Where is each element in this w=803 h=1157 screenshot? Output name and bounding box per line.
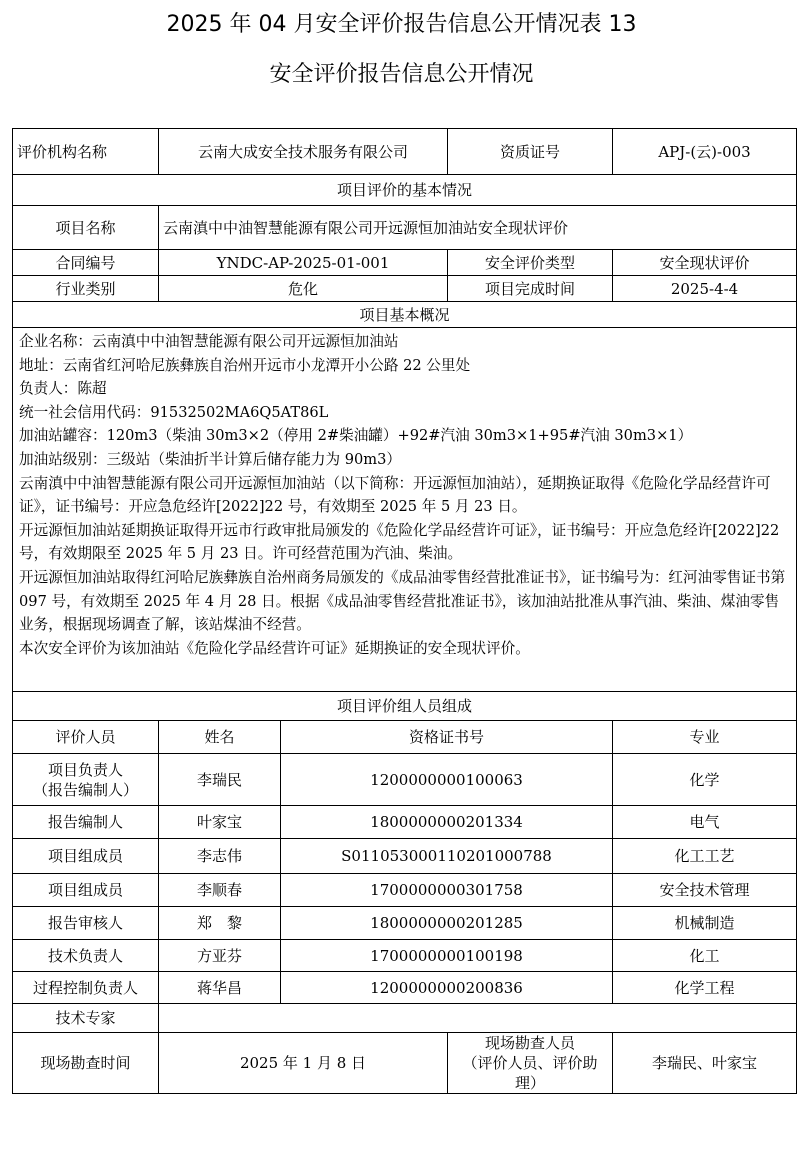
team-name: 李志伟: [159, 839, 281, 874]
team-cert: 1700000000301758: [281, 874, 613, 907]
overview-row: [13, 328, 797, 692]
team-row: [13, 972, 797, 1004]
team-major: 化工工艺: [613, 839, 797, 874]
document-title: 2025 年 04 月安全评价报告信息公开情况表 13: [166, 12, 637, 37]
team-role-line2: （报告编制人）: [32, 780, 138, 799]
team-major: 化学工程: [613, 972, 797, 1004]
team-major: 机械制造: [613, 907, 797, 940]
survey-row: [13, 1033, 797, 1094]
team-major: 安全技术管理: [613, 874, 797, 907]
survey-time-label: 现场勘查时间: [13, 1033, 159, 1094]
overview-scope-paragraph: 本次安全评价为该加油站《危险化学品经营许可证》延期换证的安全现状评价。: [19, 639, 530, 657]
overview-retail-paragraph: 开远源恒加油站取得红河哈尼族彝族自治州商务局颁发的《成品油零售经营批准证书》，证书编号为：红河油零售证书第 097 号，有效期至 2025 年 4 月 28 日。根据《成品油零售经营批准证书》，该加油站批准从事汽油、柴油、煤油零售业务，根据现场调查了解，该站煤油不经营。: [19, 568, 786, 634]
team-cert: S011053000110201000788: [281, 839, 613, 874]
survey-people-label-line1: 现场勘查人员: [485, 1034, 576, 1052]
team-cert: 1200000000200836: [281, 972, 613, 1004]
team-name: 叶家宝: [159, 806, 281, 839]
project-name-value: 云南滇中中油智慧能源有限公司开远源恒加油站安全现状评价: [159, 206, 797, 250]
team-row: [13, 806, 797, 839]
overview-text: [13, 328, 797, 692]
team-role: 报告编制人: [13, 806, 159, 839]
project-name-row: [13, 206, 797, 250]
contract-value: YNDC-AP-2025-01-001: [159, 250, 448, 276]
team-role: 报告审核人: [13, 907, 159, 940]
team-header-row: [13, 721, 797, 754]
section-team-row: [13, 692, 797, 721]
team-header-name: 姓名: [159, 721, 281, 754]
industry-label: 行业类别: [13, 276, 159, 302]
document-subtitle: 安全评价报告信息公开情况: [269, 62, 534, 87]
overview-responsible-person: 负责人：陈超: [19, 380, 107, 398]
team-header-cert: 资格证书号: [281, 721, 613, 754]
industry-row: [13, 276, 797, 302]
team-role: 技术负责人: [13, 940, 159, 972]
section-overview-heading: 项目基本概况: [13, 302, 797, 328]
section-basic-heading: 项目评价的基本情况: [13, 175, 797, 206]
org-row: [13, 129, 797, 175]
section-basic-row: [13, 175, 797, 206]
overview-company: 企业名称：云南滇中中油智慧能源有限公司开远源恒加油站: [19, 333, 399, 350]
survey-people-label-line2: （评价人员、评价助理）: [462, 1054, 598, 1092]
section-overview-row: [13, 302, 797, 328]
team-row: [13, 874, 797, 907]
team-name: 李顺春: [159, 874, 281, 907]
disclosure-table: [12, 128, 797, 1094]
team-name: 蒋华昌: [159, 972, 281, 1004]
eval-type-label: 安全评价类型: [448, 250, 613, 276]
team-role-line1: 项目负责人: [47, 760, 123, 779]
team-row: [13, 754, 797, 806]
org-label: 评价机构名称: [13, 129, 159, 175]
industry-value: 危化: [159, 276, 448, 302]
team-cert: 1800000000201334: [281, 806, 613, 839]
overview-renewal-paragraph: 开远源恒加油站延期换证取得开远市行政审批局颁发的《危险化学品经营许可证》，证书编号：开应急危经许[2022]22 号，有效期限至 2025 年 5 月 23 日。许可经营范围为汽油、柴油。: [19, 521, 780, 563]
overview-address: 地址：云南省红河哈尼族彝族自治州开远市小龙潭开小公路 22 公里处: [19, 356, 471, 374]
overview-license-paragraph: 云南滇中中油智慧能源有限公司开远源恒加油站（以下简称：开远源恒加油站），延期换证取得《危险化学品经营许可证》，证书编号：开应急危经许[2022]22 号，有效期至 2025 年 5 月 23 日。: [19, 474, 771, 516]
contract-label: 合同编号: [13, 250, 159, 276]
overview-station-grade: 加油站级别：三级站（柴油折半计算后储存能力为 90m3）: [19, 450, 401, 468]
org-value: 云南大成安全技术服务有限公司: [159, 129, 448, 175]
tech-expert-value: [159, 1004, 797, 1033]
team-header-major: 专业: [613, 721, 797, 754]
team-header-role: 评价人员: [13, 721, 159, 754]
team-name: 郑 黎: [159, 907, 281, 940]
overview-credit-code: 统一社会信用代码：91532502MA6Q5AT86L: [19, 403, 329, 421]
team-major: 电气: [613, 806, 797, 839]
survey-people-value: 李瑞民、叶家宝: [613, 1033, 797, 1094]
survey-time-value: 2025 年 1 月 8 日: [159, 1033, 448, 1094]
completion-date-label: 项目完成时间: [448, 276, 613, 302]
team-role: 过程控制负责人: [13, 972, 159, 1004]
team-role: 项目组成员: [13, 874, 159, 907]
eval-type-value: 安全现状评价: [613, 250, 797, 276]
overview-tank-capacity: 加油站罐容：120m3（柴油 30m3×2（停用 2#柴油罐）+92#汽油 30m3×1+95#汽油 30m3×1）: [19, 427, 693, 445]
team-row: [13, 940, 797, 972]
team-role: [13, 754, 159, 806]
tech-expert-row: [13, 1004, 797, 1033]
team-name: 李瑞民: [159, 754, 281, 806]
cert-value: APJ-(云)-003: [613, 129, 797, 175]
tech-expert-label: 技术专家: [13, 1004, 159, 1033]
section-team-heading: 项目评价组人员组成: [13, 692, 797, 721]
team-row: [13, 839, 797, 874]
team-cert: 1200000000100063: [281, 754, 613, 806]
survey-people-label: [448, 1033, 613, 1094]
team-role: 项目组成员: [13, 839, 159, 874]
team-cert: 1800000000201285: [281, 907, 613, 940]
completion-date-value: 2025-4-4: [613, 276, 797, 302]
team-major: 化学: [613, 754, 797, 806]
team-major: 化工: [613, 940, 797, 972]
team-cert: 1700000000100198: [281, 940, 613, 972]
team-name: 方亚芬: [159, 940, 281, 972]
contract-row: [13, 250, 797, 276]
team-row: [13, 907, 797, 940]
cert-label: 资质证号: [448, 129, 613, 175]
project-name-label: 项目名称: [13, 206, 159, 250]
